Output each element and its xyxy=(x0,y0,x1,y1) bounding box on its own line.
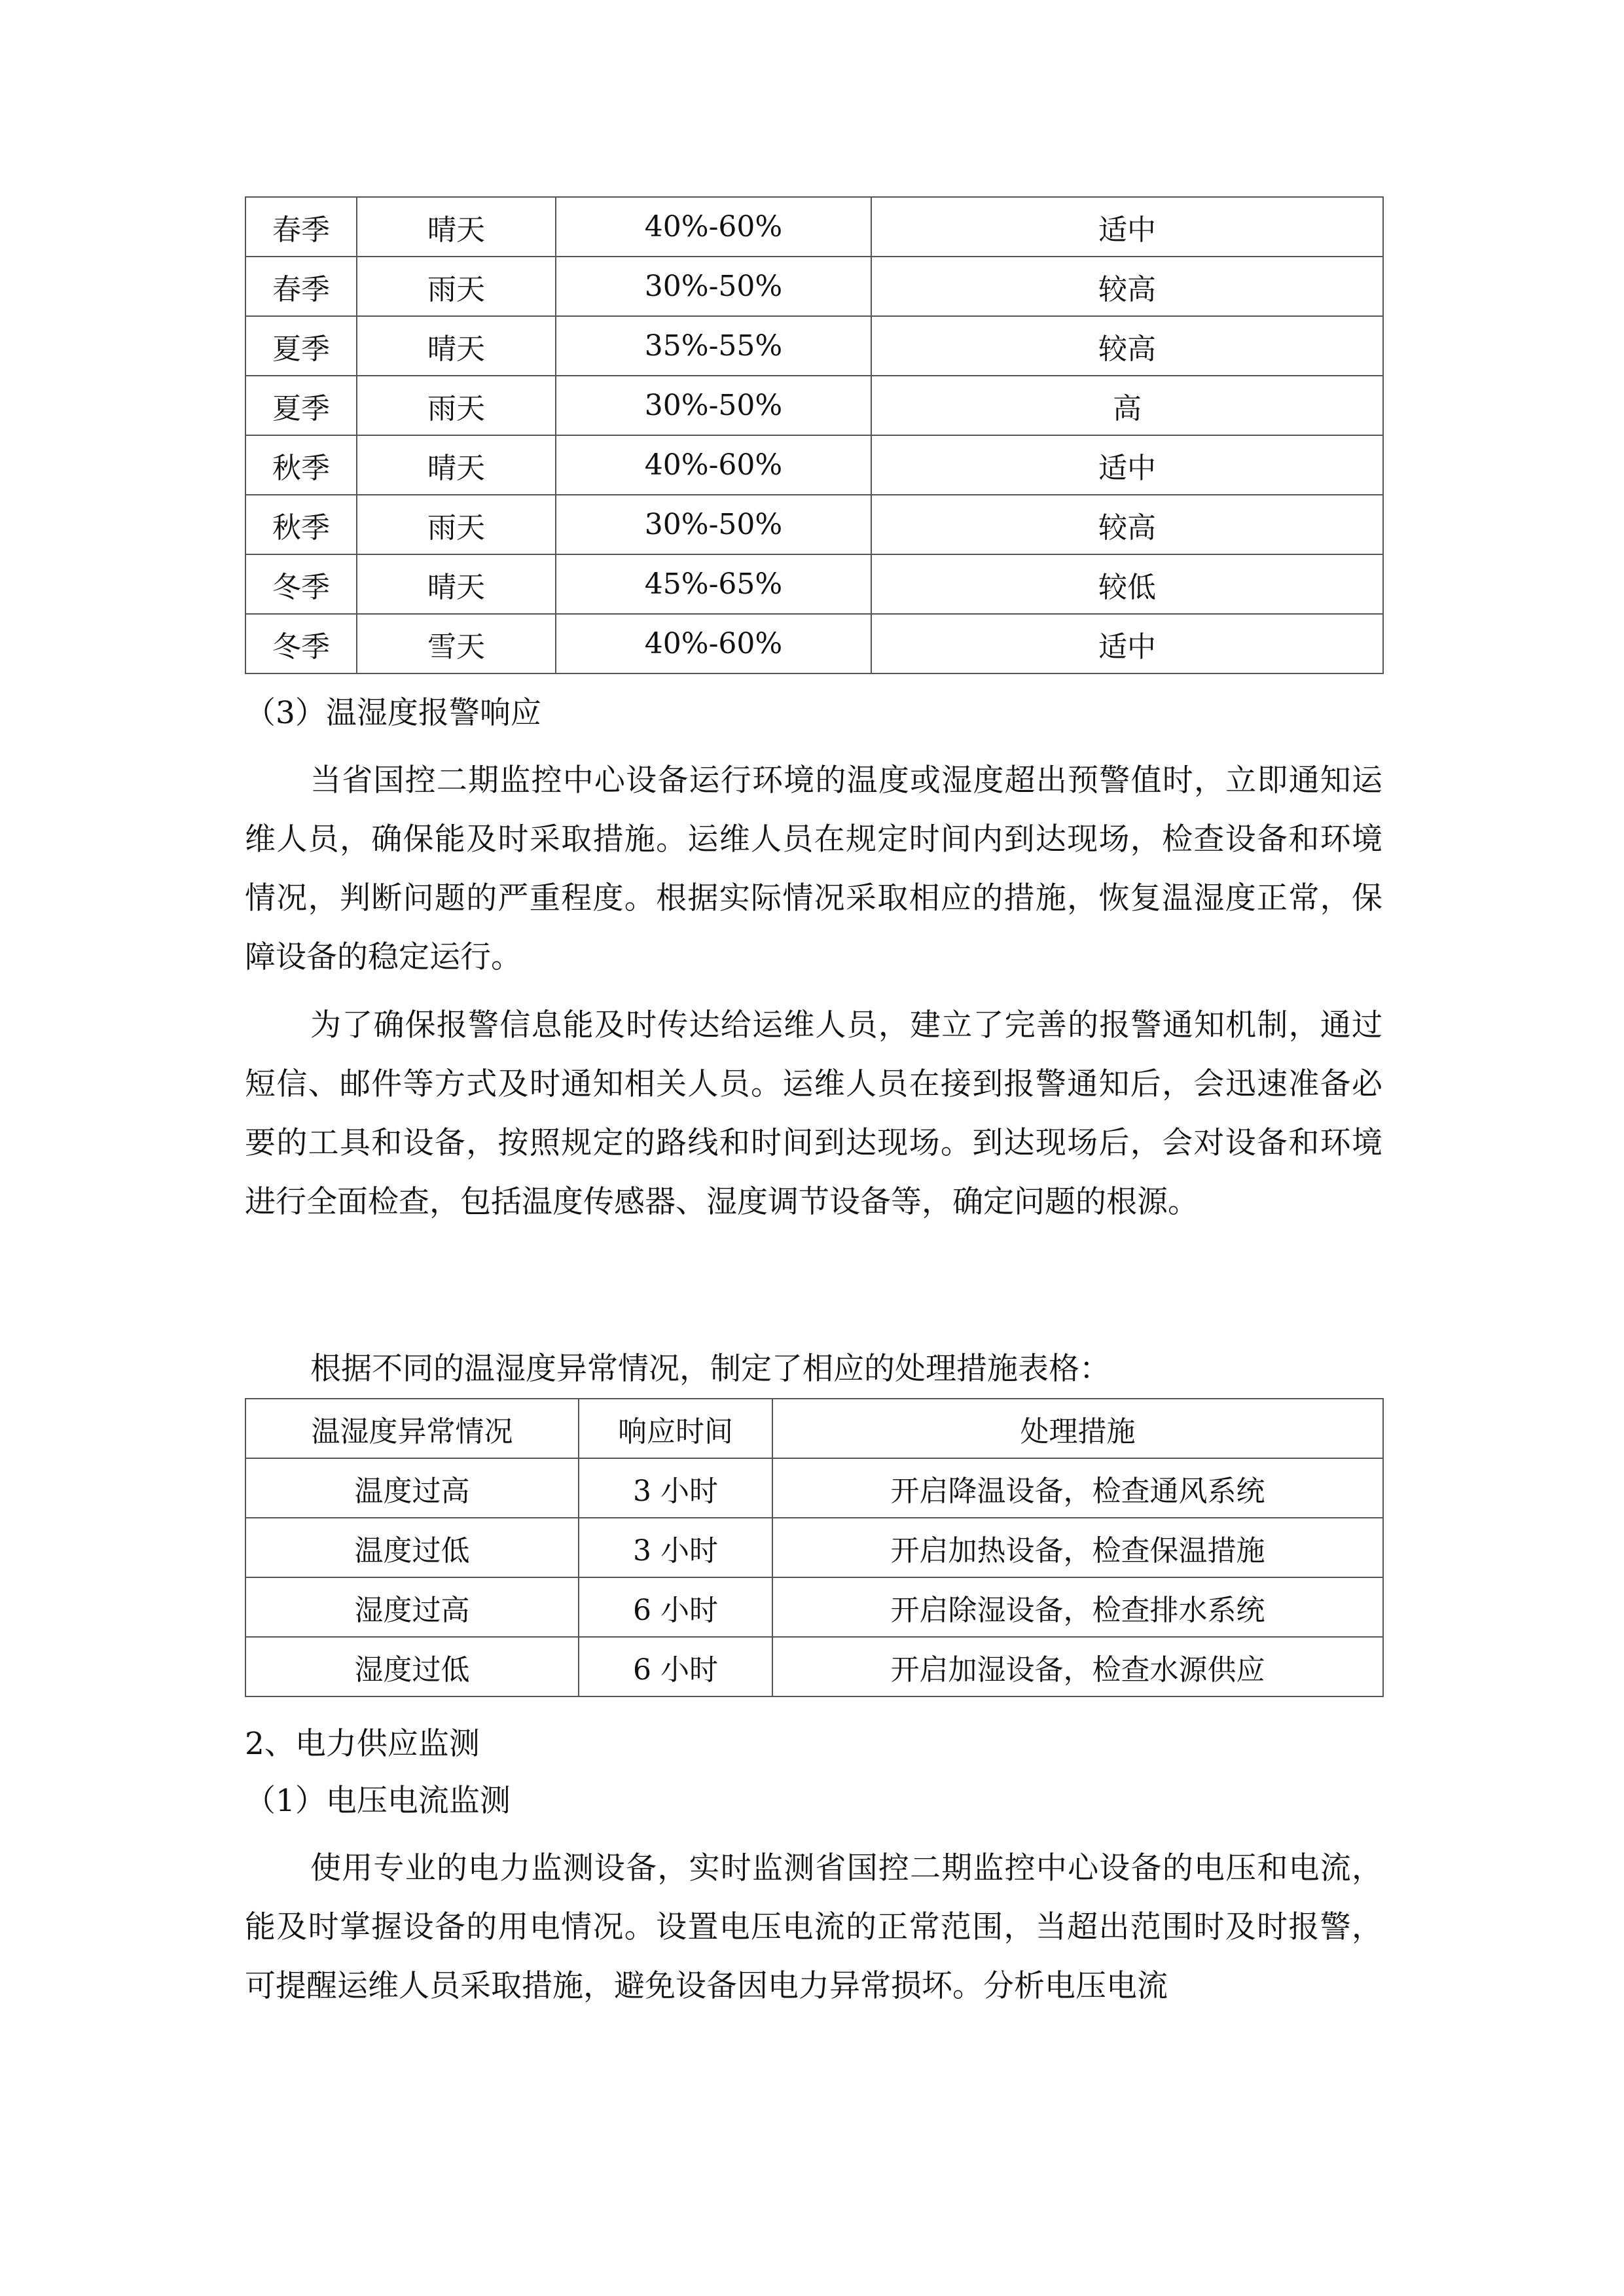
table-row xyxy=(245,1458,1383,1518)
table-cell: 40%-60% xyxy=(556,614,871,673)
table-cell: 较高 xyxy=(871,316,1383,376)
table-cell: 夏季 xyxy=(245,376,357,435)
table-cell: 45%-65% xyxy=(556,554,871,614)
column-header: 响应时间 xyxy=(579,1399,772,1458)
table-cell: 温度过低 xyxy=(245,1518,579,1577)
table-cell: 雨天 xyxy=(357,376,556,435)
column-header: 温湿度异常情况 xyxy=(245,1399,579,1458)
table-cell: 3 小时 xyxy=(579,1458,772,1518)
response-measures-table xyxy=(245,1398,1384,1697)
table-cell: 秋季 xyxy=(245,495,357,554)
table-row xyxy=(245,554,1383,614)
table-row xyxy=(245,1637,1383,1696)
table-cell: 湿度过低 xyxy=(245,1637,579,1696)
table-cell: 30%-50% xyxy=(556,257,871,316)
season-humidity-table xyxy=(245,196,1384,674)
table-cell: 开启加热设备，检查保温措施 xyxy=(772,1518,1383,1577)
table-cell: 35%-55% xyxy=(556,316,871,376)
table-header-row xyxy=(245,1399,1383,1458)
table-cell: 6 小时 xyxy=(579,1577,772,1637)
table-cell: 开启加湿设备，检查水源供应 xyxy=(772,1637,1383,1696)
table-row xyxy=(245,614,1383,673)
body-paragraph: 使用专业的电力监测设备，实时监测省国控二期监控中心设备的电压和电流，能及时掌握设备的用电情况。设置电压电流的正常范围，当超出范围时及时报警，可提醒运维人员采取措施，避免设备因电力异常损坏。分析电压电流 xyxy=(245,1850,1382,2004)
table-cell: 40%-60% xyxy=(556,435,871,495)
table-cell: 适中 xyxy=(871,614,1383,673)
table-row xyxy=(245,435,1383,495)
table-row xyxy=(245,495,1383,554)
table-cell: 春季 xyxy=(245,197,357,257)
table-cell: 雪天 xyxy=(357,614,556,673)
table-cell: 秋季 xyxy=(245,435,357,495)
table-cell: 雨天 xyxy=(357,257,556,316)
table-row xyxy=(245,316,1383,376)
table-row xyxy=(245,197,1383,257)
table-cell: 春季 xyxy=(245,257,357,316)
table-cell: 30%-50% xyxy=(556,495,871,554)
table-row xyxy=(245,1577,1383,1637)
table-cell: 晴天 xyxy=(357,316,556,376)
table-cell: 适中 xyxy=(871,435,1383,495)
table-cell: 3 小时 xyxy=(579,1518,772,1577)
table-cell: 冬季 xyxy=(245,554,357,614)
subsection-heading: （1）电压电流监测 xyxy=(245,1783,511,1819)
table-cell: 40%-60% xyxy=(556,197,871,257)
table-cell: 雨天 xyxy=(357,495,556,554)
table-cell: 晴天 xyxy=(357,554,556,614)
table-cell: 高 xyxy=(871,376,1383,435)
table-cell: 湿度过高 xyxy=(245,1577,579,1637)
table-row xyxy=(245,257,1383,316)
table-row xyxy=(245,1518,1383,1577)
table-cell: 较低 xyxy=(871,554,1383,614)
table-cell: 开启降温设备，检查通风系统 xyxy=(772,1458,1383,1518)
table-cell: 冬季 xyxy=(245,614,357,673)
table-cell: 较高 xyxy=(871,257,1383,316)
section-heading: （3）温湿度报警响应 xyxy=(245,695,541,731)
section-heading: 2、电力供应监测 xyxy=(245,1726,480,1762)
table-cell: 温度过高 xyxy=(245,1458,579,1518)
table-cell: 夏季 xyxy=(245,316,357,376)
table-cell: 6 小时 xyxy=(579,1637,772,1696)
body-paragraph: 当省国控二期监控中心设备运行环境的温度或湿度超出预警值时，立即通知运维人员，确保能及时采取措施。运维人员在规定时间内到达现场，检查设备和环境情况，判断问题的严重程度。根据实际情况采取相应的措施，恢复温湿度正常，保障设备的稳定运行。 xyxy=(245,762,1382,975)
table-cell: 晴天 xyxy=(357,197,556,257)
body-paragraph: 为了确保报警信息能及时传达给运维人员，建立了完善的报警通知机制，通过短信、邮件等方式及时通知相关人员。运维人员在接到报警通知后，会迅速准备必要的工具和设备，按照规定的路线和时间到达现场。到达现场后，会对设备和环境进行全面检查，包括温度传感器、湿度调节设备等，确定问题的根源。 xyxy=(245,1007,1382,1220)
table-cell: 30%-50% xyxy=(556,376,871,435)
body-paragraph: 根据不同的温湿度异常情况，制定了相应的处理措施表格： xyxy=(310,1351,1110,1387)
table-cell: 较高 xyxy=(871,495,1383,554)
table-cell: 适中 xyxy=(871,197,1383,257)
column-header: 处理措施 xyxy=(772,1399,1383,1458)
table-row xyxy=(245,376,1383,435)
table-cell: 开启除湿设备，检查排水系统 xyxy=(772,1577,1383,1637)
table-cell: 晴天 xyxy=(357,435,556,495)
